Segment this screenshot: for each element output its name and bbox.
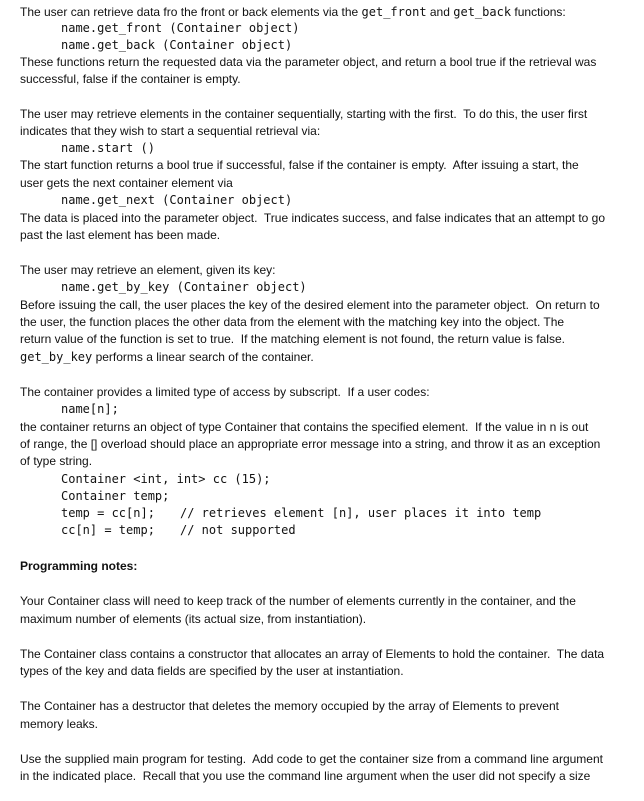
- text-line: indicates that they wish to start a sequential retrieval via:: [20, 124, 321, 138]
- code-line: name.get_back (Container object): [61, 38, 293, 52]
- text-run: The user can retrieve data fro the front or back elements via the: [20, 5, 362, 19]
- text-run: and: [426, 5, 454, 19]
- text-line: Use the supplied main program for testing. Add code to get the container size from a command line argument: [20, 752, 603, 766]
- text-line: Before issuing the call, the user places the key of the desired element into the parameter object. On return to: [20, 298, 600, 312]
- code-line: temp = cc[n];: [61, 506, 155, 520]
- text-line: The Container has a destructor that deletes the memory occupied by the array of Elements to prevent: [20, 699, 559, 713]
- text-run: performs a linear search of the container.: [92, 350, 314, 364]
- section-heading: Programming notes:: [20, 559, 138, 573]
- inline-code: get_back: [453, 5, 512, 19]
- text-line: memory leaks.: [20, 717, 99, 731]
- text-line: of type string.: [20, 454, 93, 468]
- text-line: The start function returns a bool true if successful, false if the container is empty. After issuing a start, the: [20, 158, 579, 172]
- text-run: functions:: [511, 5, 566, 19]
- code-comment: // retrieves element [n], user places it into temp: [180, 506, 542, 520]
- text-line: the container returns an object of type Container that contains the specified element. If the value in n is out: [20, 420, 589, 434]
- code-line: name.start (): [61, 141, 155, 155]
- text-line: successful, false if the container is empty.: [20, 72, 241, 86]
- text-line: The container provides a limited type of access by subscript. If a user codes:: [20, 385, 430, 399]
- code-line: name.get_next (Container object): [61, 193, 293, 207]
- text-line: in the indicated place. Recall that you use the command line argument when the user did not specify a size: [20, 769, 591, 783]
- code-line: name.get_by_key (Container object): [61, 280, 307, 294]
- text-line: The user may retrieve elements in the container sequentially, starting with the first. To do this, the user first: [20, 107, 588, 121]
- text-line: [20, 4, 566, 21]
- code-line: name[n];: [61, 402, 119, 416]
- code-line: name.get_front (Container object): [61, 21, 300, 35]
- text-line: The user may retrieve an element, given its key:: [20, 263, 276, 277]
- text-line: [20, 349, 314, 366]
- text-line: of range, the [] overload should place an appropriate error message into a string, and throw it as an exception: [20, 437, 601, 451]
- code-line: cc[n] = temp;: [61, 523, 155, 537]
- text-line: The Container class contains a constructor that allocates an array of Elements to hold the container. The data: [20, 647, 605, 661]
- text-line: The data is placed into the parameter object. True indicates success, and false indicates that an attempt to go: [20, 211, 606, 225]
- inline-code: get_front: [361, 5, 427, 19]
- text-line: maximum number of elements (its actual size, from instantiation).: [20, 612, 367, 626]
- code-line: Container temp;: [61, 489, 170, 503]
- text-line: types of the key and data fields are specified by the user at instantiation.: [20, 664, 404, 678]
- code-line: Container <int, int> cc (15);: [61, 472, 271, 486]
- text-line: Your Container class will need to keep track of the number of elements currently in the container, and the: [20, 594, 576, 608]
- text-line: return value of the function is set to true. If the matching element is not found, the return value is false.: [20, 332, 565, 346]
- text-line: user gets the next container element via: [20, 176, 233, 190]
- code-comment: // not supported: [180, 523, 296, 537]
- text-line: the user, the function places the other data from the element with the matching key into the object. The: [20, 315, 565, 329]
- inline-code: get_by_key: [20, 350, 93, 364]
- text-line: These functions return the requested data via the parameter object, and return a bool true if the retrieval was: [20, 55, 597, 69]
- text-line: past the last element has been made.: [20, 228, 221, 242]
